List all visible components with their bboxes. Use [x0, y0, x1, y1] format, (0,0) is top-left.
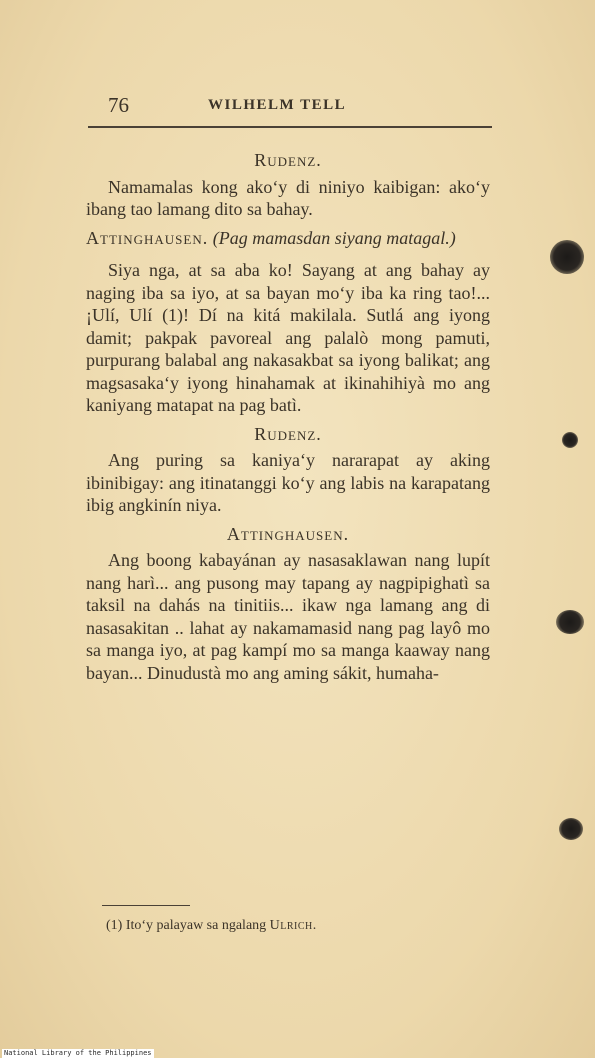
- running-title: WILHELM TELL: [208, 97, 347, 113]
- footnote: [106, 918, 486, 934]
- footnote-name: Ulrich.: [269, 918, 317, 933]
- footnote-rule: [102, 905, 190, 906]
- speaker-heading: Attinghausen.: [226, 523, 350, 544]
- speaker-with-stage-direction: [86, 227, 490, 250]
- page-body: [86, 143, 490, 690]
- speaker-heading-inline: Attinghausen.: [86, 227, 209, 248]
- dialogue-paragraph: Siya nga, at sa aba ko! Sayang at ang bahay ay naging iba sa iyo, at sa bayan mo‘y iba ka ring tao!... ¡Ulí, Ulí (1)! Dí na kitá makilala. Sutlá ang iyong damit; pakpak pavoreal ang palalò mong pamuti, purpurang balabal ang nakasakbat sa iyong balikat; ang magsasaka‘y iyong hinahamak at ikinahihiyà mo ang kaniyang matapat na pag batì.: [86, 260, 490, 415]
- dialogue-paragraph: Namamalas kong ako‘y di niniyo kaibigan: ako‘y ibang tao lamang dito sa bahay.: [86, 176, 490, 219]
- binding-hole: [556, 610, 584, 634]
- binding-hole: [550, 240, 584, 274]
- speaker-heading: Rudenz.: [254, 423, 322, 444]
- stage-direction: (Pag mamasdan siyang matagal.): [212, 227, 456, 248]
- binding-hole: [562, 432, 578, 448]
- scan-credit: National Library of the Philippines: [4, 1049, 152, 1057]
- page-number: 76: [108, 93, 129, 117]
- speaker-heading: Rudenz.: [254, 150, 322, 170]
- header-rule: [88, 126, 492, 128]
- footnote-marker: (1): [106, 918, 123, 933]
- dialogue-paragraph: Ang puring sa kaniya‘y nararapat ay aking ibinibigay: ang itinatanggi ko‘y ang labis na karapatang ibig angkinín niya.: [86, 450, 490, 515]
- binding-hole: [559, 818, 583, 840]
- footnote-text: Ito‘y palayaw sa ngalang: [125, 918, 267, 933]
- dialogue-paragraph: Ang boong kabayánan ay nasasaklawan nang lupít nang harì... ang pusong may tapang ay nagpipighatì sa taksil na dahás na tinitiis... ikaw nga lamang ang di nasasakitan .. lahat ay nakamamasid nang pag layô mo sa manga iyo, at pag kampí mo sa manga kaaway nang bayan... Dinudustà mo ang aming sákit, humaha-: [86, 550, 490, 683]
